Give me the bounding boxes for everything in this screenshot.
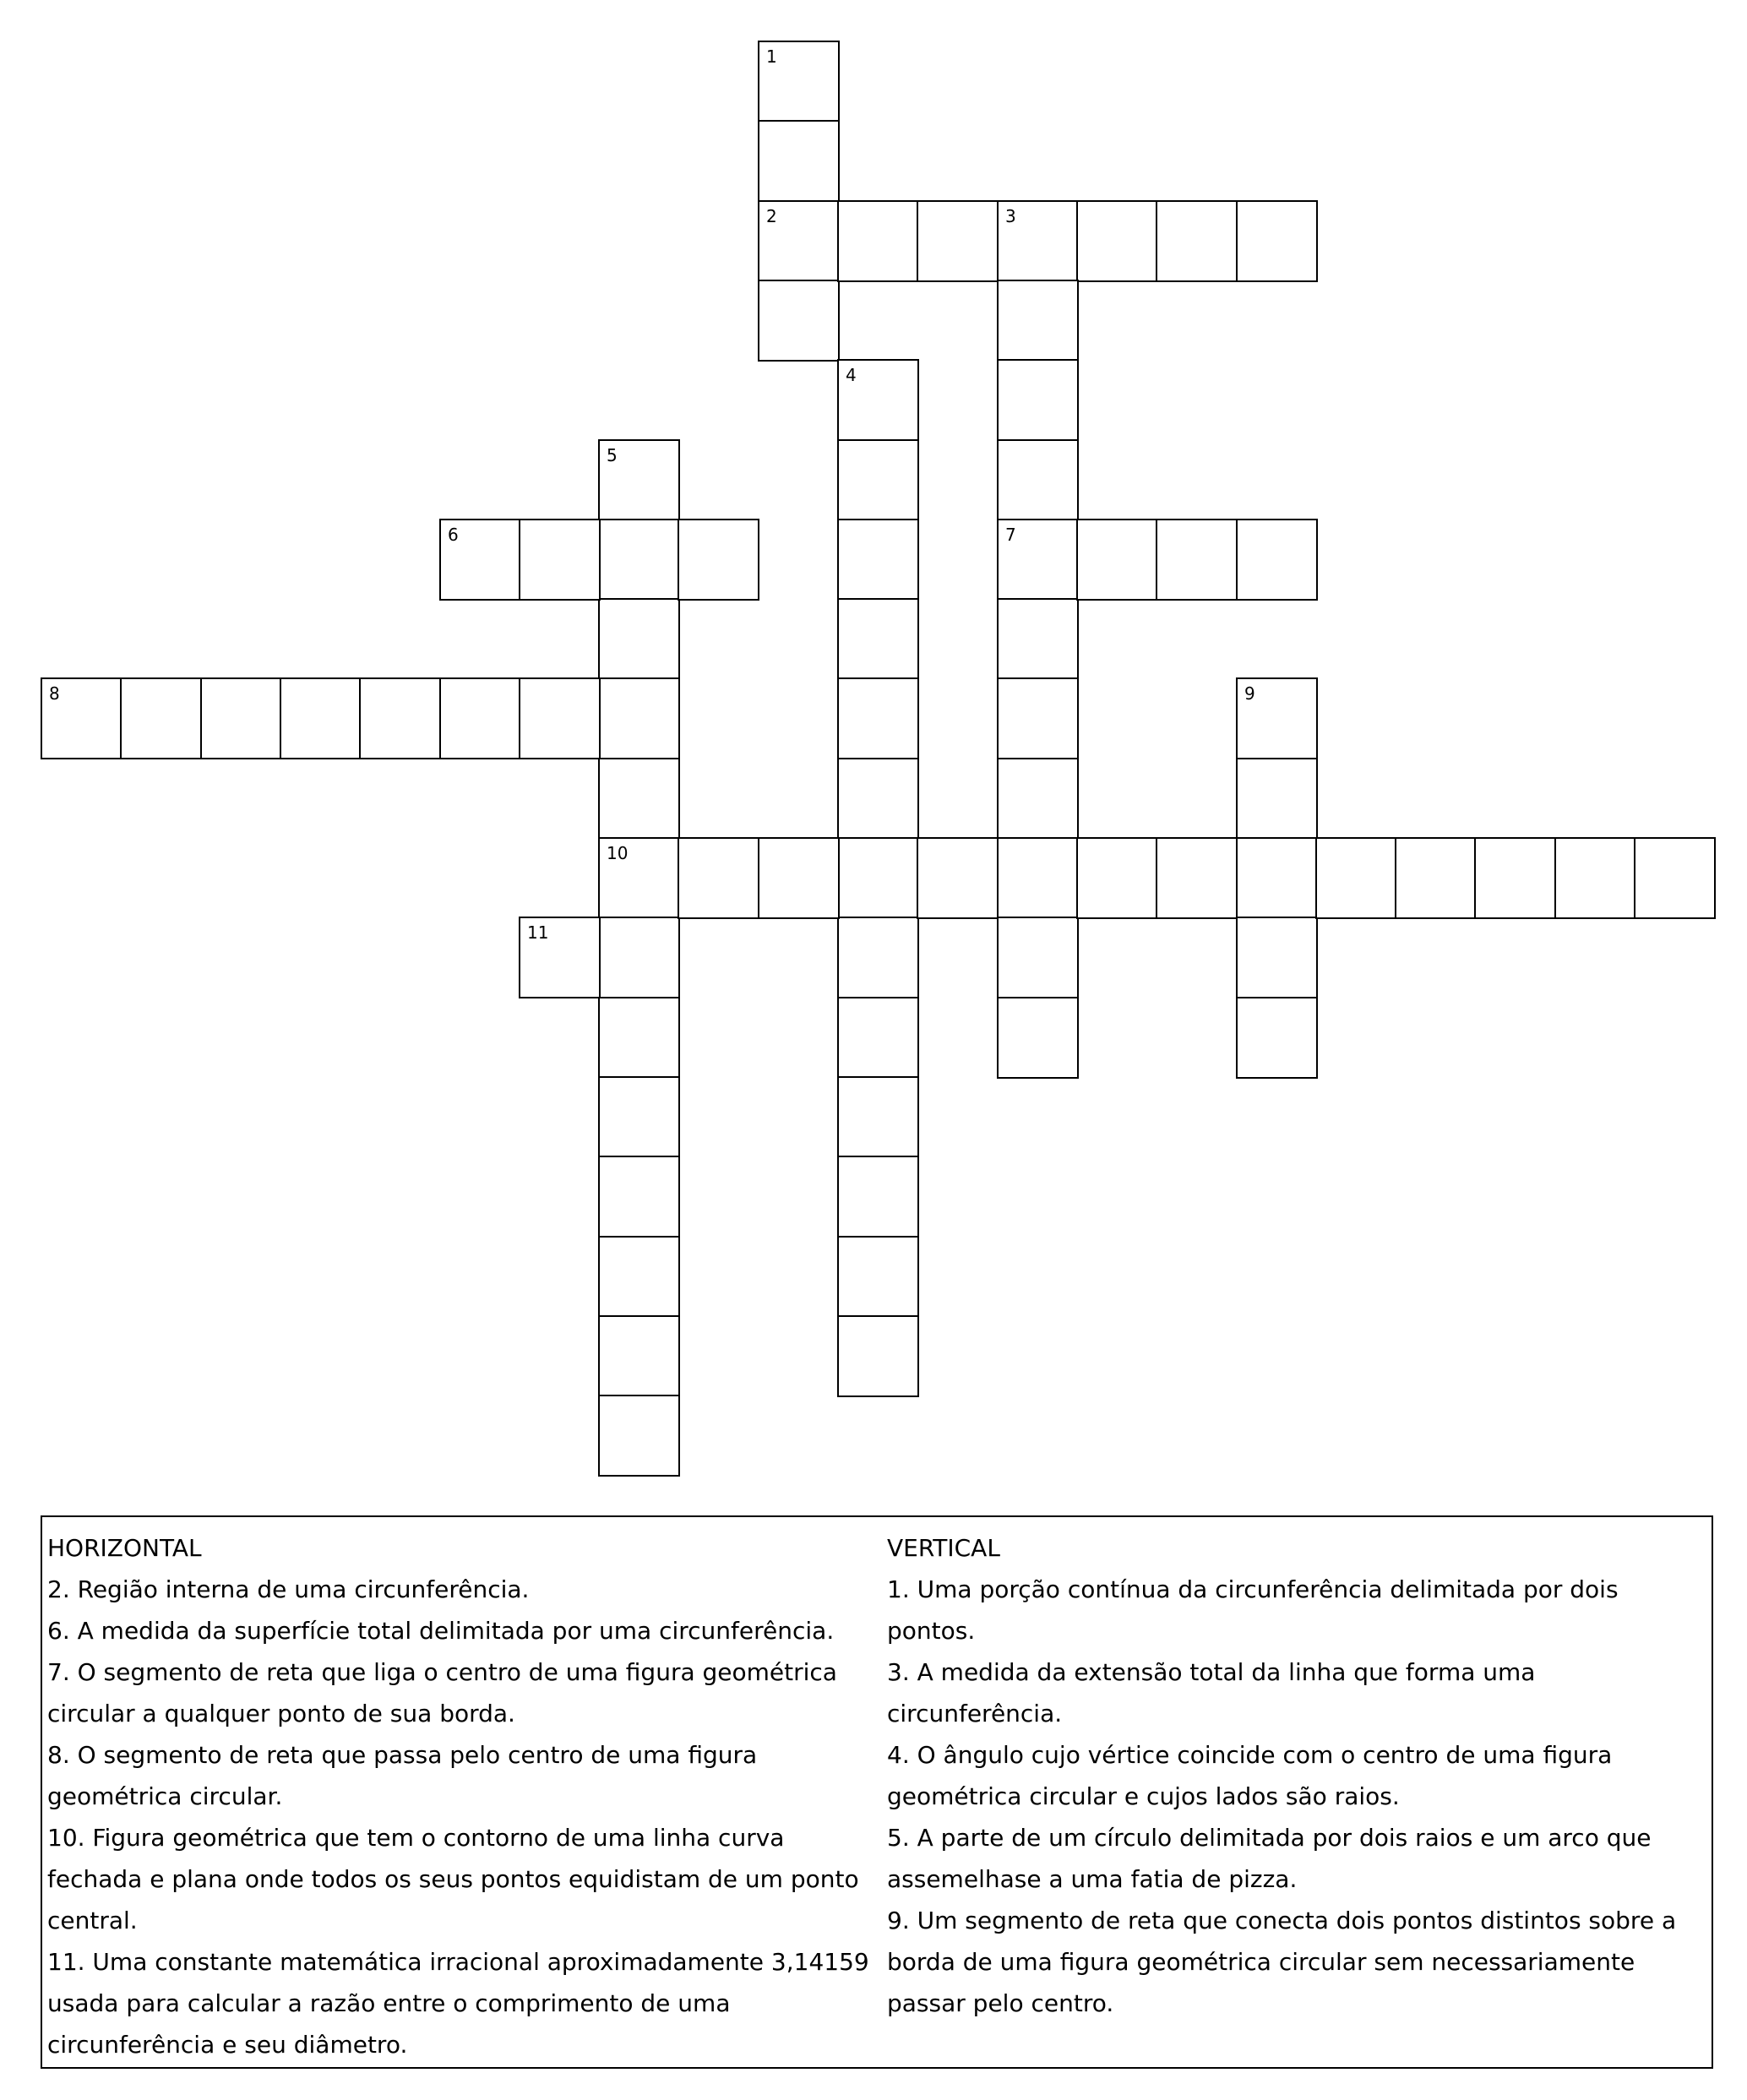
- grid-cell[interactable]: [598, 1076, 680, 1158]
- grid-cell[interactable]: [1236, 997, 1318, 1079]
- grid-cell[interactable]: [997, 439, 1079, 521]
- grid-cell[interactable]: [598, 598, 680, 680]
- grid-cell[interactable]: [758, 41, 840, 122]
- grid-cell[interactable]: [678, 837, 759, 919]
- grid-cell[interactable]: [598, 837, 680, 919]
- clue-horizontal-2: 2. Região interna de uma circunferência.: [47, 1575, 530, 1603]
- grid-cell[interactable]: [837, 1315, 919, 1397]
- grid-cell[interactable]: [200, 677, 282, 759]
- grid-cell[interactable]: [439, 677, 521, 759]
- grid-cell[interactable]: [1554, 837, 1636, 919]
- clue-number: 1: [766, 46, 777, 67]
- grid-cell[interactable]: [997, 917, 1079, 998]
- grid-cell[interactable]: [598, 1156, 680, 1238]
- grid-cell[interactable]: [837, 677, 919, 759]
- clue-horizontal-8: 8. O segmento de reta que passa pelo centro de uma figura geométrica circular.: [47, 1741, 758, 1810]
- clue-vertical-3: 3. A medida da extensão total da linha que forma uma circunferência.: [887, 1658, 1536, 1727]
- grid-cell[interactable]: [598, 1395, 680, 1477]
- clue-horizontal-6: 6. A medida da superfície total delimitada por uma circunferência.: [47, 1617, 835, 1645]
- grid-cell[interactable]: [1634, 837, 1716, 919]
- clue-horizontal-11: 11. Uma constante matemática irracional aproximadamente 3,14159 usada para calcular a razão entre o comprimento de uma circunferência e seu diâmetro.: [47, 1948, 869, 2059]
- grid-cell[interactable]: [1156, 200, 1238, 282]
- clue-number: 4: [846, 365, 857, 385]
- grid-cell[interactable]: [1236, 200, 1318, 282]
- grid-cell[interactable]: [359, 677, 441, 759]
- clue-horizontal-10: 10. Figura geométrica que tem o contorno de uma linha curva fechada e plana onde todos os seus pontos equidistam de um ponto central.: [47, 1824, 859, 1934]
- grid-cell[interactable]: [917, 200, 999, 282]
- grid-cell[interactable]: [1156, 519, 1238, 601]
- grid-cell[interactable]: [439, 519, 521, 601]
- clue-number: 2: [766, 206, 777, 226]
- clue-number: 6: [448, 525, 459, 545]
- grid-cell[interactable]: [1474, 837, 1556, 919]
- grid-cell[interactable]: [598, 917, 680, 998]
- clue-number: 11: [527, 922, 549, 943]
- clue-number: 9: [1244, 683, 1255, 704]
- grid-cell[interactable]: [997, 598, 1079, 680]
- grid-cell[interactable]: [837, 837, 919, 919]
- grid-cell[interactable]: [758, 280, 840, 362]
- grid-cell[interactable]: [837, 519, 919, 601]
- grid-cell[interactable]: [1236, 519, 1318, 601]
- grid-cell[interactable]: [837, 758, 919, 840]
- grid-cell[interactable]: [519, 917, 601, 998]
- grid-cell[interactable]: [997, 359, 1079, 441]
- vertical-title: VERTICAL: [887, 1534, 1000, 1562]
- grid-cell[interactable]: [1156, 837, 1238, 919]
- horizontal-title: HORIZONTAL: [47, 1534, 202, 1562]
- grid-cell[interactable]: [837, 1156, 919, 1238]
- grid-cell[interactable]: [1236, 677, 1318, 759]
- grid-cell[interactable]: [997, 837, 1079, 919]
- grid-cell[interactable]: [997, 280, 1079, 362]
- clue-vertical-5: 5. A parte de um círculo delimitada por dois raios e um arco que assemelhase a uma fatia de pizza.: [887, 1824, 1652, 1893]
- clue-number: 5: [607, 445, 618, 465]
- grid-cell[interactable]: [1236, 837, 1318, 919]
- grid-cell[interactable]: [598, 1236, 680, 1318]
- grid-cell[interactable]: [837, 997, 919, 1079]
- grid-cell[interactable]: [1236, 917, 1318, 998]
- grid-cell[interactable]: [280, 677, 362, 759]
- grid-cell[interactable]: [598, 519, 680, 601]
- grid-cell[interactable]: [598, 997, 680, 1079]
- clue-number: 10: [607, 843, 629, 863]
- grid-cell[interactable]: [120, 677, 202, 759]
- grid-cell[interactable]: [997, 200, 1079, 282]
- grid-cell[interactable]: [837, 1236, 919, 1318]
- clue-number: 3: [1005, 206, 1016, 226]
- vertical-clues: [887, 1527, 1711, 2024]
- grid-cell[interactable]: [837, 200, 919, 282]
- grid-cell[interactable]: [997, 997, 1079, 1079]
- clue-number: 8: [49, 683, 60, 704]
- grid-cell[interactable]: [1076, 519, 1158, 601]
- grid-cell[interactable]: [598, 1315, 680, 1397]
- grid-cell[interactable]: [598, 758, 680, 840]
- clue-vertical-4: 4. O ângulo cujo vértice coincide com o centro de uma figura geométrica circular e cujos lados são raios.: [887, 1741, 1613, 1810]
- grid-cell[interactable]: [758, 837, 840, 919]
- grid-cell[interactable]: [837, 917, 919, 998]
- clues-box: [41, 1515, 1713, 2069]
- grid-cell[interactable]: [519, 677, 601, 759]
- grid-cell[interactable]: [997, 677, 1079, 759]
- grid-cell[interactable]: [41, 677, 122, 759]
- grid-cell[interactable]: [1076, 837, 1158, 919]
- grid-cell[interactable]: [997, 758, 1079, 840]
- grid-cell[interactable]: [758, 200, 840, 282]
- grid-cell[interactable]: [519, 519, 601, 601]
- grid-cell[interactable]: [598, 439, 680, 521]
- grid-cell[interactable]: [1236, 758, 1318, 840]
- grid-cell[interactable]: [837, 598, 919, 680]
- clue-horizontal-7: 7. O segmento de reta que liga o centro de uma figura geométrica circular a qualquer ponto de sua borda.: [47, 1658, 837, 1727]
- grid-cell[interactable]: [678, 519, 759, 601]
- grid-cell[interactable]: [1315, 837, 1397, 919]
- grid-cell[interactable]: [917, 837, 999, 919]
- clue-number: 7: [1005, 525, 1016, 545]
- clue-vertical-9: 9. Um segmento de reta que conecta dois pontos distintos sobre a borda de uma figura geométrica circular sem necessariamente passar pelo centro.: [887, 1907, 1677, 2017]
- grid-cell[interactable]: [837, 439, 919, 521]
- grid-cell[interactable]: [1076, 200, 1158, 282]
- horizontal-clues: [47, 1527, 884, 2065]
- grid-cell[interactable]: [997, 519, 1079, 601]
- clue-vertical-1: 1. Uma porção contínua da circunferência delimitada por dois pontos.: [887, 1575, 1619, 1645]
- grid-cell[interactable]: [837, 1076, 919, 1158]
- grid-cell[interactable]: [1395, 837, 1477, 919]
- grid-cell[interactable]: [598, 677, 680, 759]
- grid-cell[interactable]: [837, 359, 919, 441]
- grid-cell[interactable]: [758, 120, 840, 202]
